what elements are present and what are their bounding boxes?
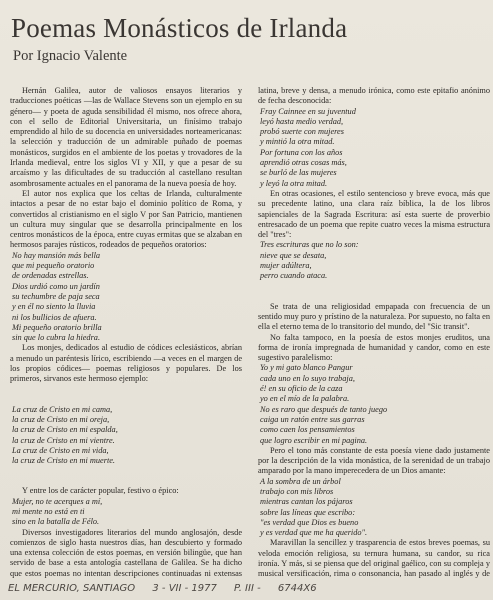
date-note: 3 - VII - 1977	[152, 583, 217, 594]
clipping-annotation	[8, 583, 488, 595]
catalog-note: 6744X6	[277, 583, 317, 594]
paragraph: Pero el tono más constante de esta poesía viene dado justamente por la descripción de la vida monástica, de la serenidad de un trabajo amparado por la mano imperecedera de un Dios amante:	[258, 445, 490, 476]
article-byline: Por Ignacio Valente	[13, 48, 128, 64]
verse-block: La cruz de Cristo en mi cama, la cruz de Cristo en mi oreja, la cruz de Cristo en mi espalda, la cruz de Cristo en mi vientre. La cruz de Cristo en mi vida, la cruz de Cristo en mi muerte.	[12, 404, 118, 466]
paragraph: No falta tampoco, en la poesía de estos monjes eruditos, una forma de ironía impregnada de humanidad y candor, como en este sugestivo paralelismo:	[258, 332, 490, 363]
paragraph: El autor nos explica que los celtas de Irlanda, culturalmente intactos a pesar de no estar bajo el dominio político de Roma, y convertidos al cristianismo en el siglo V por San Patricio, mantienen un cultura muy singular que se desarrolla principalmente en los centros monásticos de la época, entre cuyas ermitas que se alzaban en hermosos parajes rústicos, rodeados de pequeños oratorios:	[10, 188, 242, 250]
paragraph: Diversos investigadores literarios del mundo anglosajón, desde comienzos de siglo hasta nuestros días, han descubierto y formado una extensa colección de estos poemas, en versión bilingüe, que han servido de base a esta antología castellana de Galilea. Se ha dicho que estos poemas no intentan descripciones continuadas ni extensas	[10, 527, 242, 578]
spacer	[10, 385, 242, 405]
paragraph: Y entre los de carácter popular, festivo o épico:	[22, 486, 179, 496]
paragraph: En otras ocasiones, el estilo sentencioso y breve evoca, más que su precedente latino, una clara raíz bíblica, la de los libros sapienciales de la Sagrada Escritura: así esta suerte de proverbio entresacado de un poema que repite cuatro veces la misma estructura del "tres":	[258, 188, 490, 240]
verse-block: Mujer, no te acerques a mí, mi mente no está en ti sino en la batalla de Félo.	[12, 496, 103, 527]
article-title: Poemas Monásticos de Irlanda	[11, 13, 348, 43]
verse-block: A la sombra de un árbol trabajo con mis libros mientras cantan los pájaros sobre las líneas que escribo: "es verdad que Dios es bueno y es verdad que me ha querido".	[260, 476, 368, 538]
source-note: EL MERCURIO, SANTIAGO	[8, 583, 136, 594]
verse-block: Tres escrituras que no lo son: nieve que se desata, mujer adúltera, perro cuando ataca.	[260, 240, 359, 281]
paragraph: Los monjes, dedicados al estudio de códices eclesiásticos, abrían a menudo un paréntesis lírico, escribiendo —a veces en el margen de los propios códices— poemas religiosos y populares. De los primeros, sirvanos este hermoso ejemplo:	[10, 343, 242, 384]
verse-block: No hay mansión más bella que mi pequeño oratorio de ordenadas estrellas. Dios urdió como un jardín su techumbre de paja seca y en él no siento la lluvia ni los bullicios de afuera. Mi pequeño oratorio brilla sin que lo cubra la hiedra.	[12, 250, 102, 343]
paragraph: Se trata de una religiosidad empapada con frecuencia de un sentido muy puro y prístino de la naturaleza. Por supuesto, no falta en ella el eterno tema de lo transitorio del mundo, del "Sic transit".	[258, 301, 490, 332]
paragraph: Maravillan la sencillez y trasparencia de estos breves poemas, su veloda emoción religiosa, su ternura humana, su candor, su rica ironía. Y más, si se piensa que del original gaélico, con su compleja y musical versificación, rima o consonancia, han pasado al inglés y de	[258, 538, 490, 578]
paragraph: Hernán Galilea, autor de valiosos ensayos literarios y traducciones poéticas —las de Wallace Stevens son un ejemplo en su género— y poeta de aguda sensibilidad él mismo, nos ofrece ahora, con el sello de Editorial Universitaria, un finísimo trabajo emprendido al hilo de su docencia en universidades norteamericanas: la selección y traducción de un admirable puñado de poemas monásticos, surgidos en el ambiente de los poetas y trovadores de la Irlanda medieval, entre los siglos VI y XII, y que a pesar de su arcaísmo y las dificultades de su traducción al castellano resultan asombrosamente actuales en el panorama de la nueva poesía de hoy.	[10, 86, 242, 188]
spacer	[10, 466, 242, 486]
verse-block: Fray Cainnee en su juventud leyó hasta medio verdad, probó suerte con mujeres y mintió la otra mitad. Por fortuna con los años aprendió otras cosas más, se burló de las mujeres y leyó la otra mitad.	[260, 106, 356, 188]
spacer	[258, 282, 490, 302]
verse-block: Yo y mi gato blanco Pangur cada uno en lo suyo trabaja, é! en su oficio de la caza yo en el mío de la palabra. No es raro que después de tanto juego caiga un ratón entre sus garras como caen los pensamientos que logro escribir en mi pagina.	[260, 363, 388, 445]
page-note: P. III -	[234, 583, 261, 594]
left-column	[10, 86, 242, 578]
paragraph: latina, breve y densa, a menudo irónica, como este epitafio anónimo de fecha desconocida:	[258, 86, 490, 106]
right-column	[258, 86, 490, 578]
